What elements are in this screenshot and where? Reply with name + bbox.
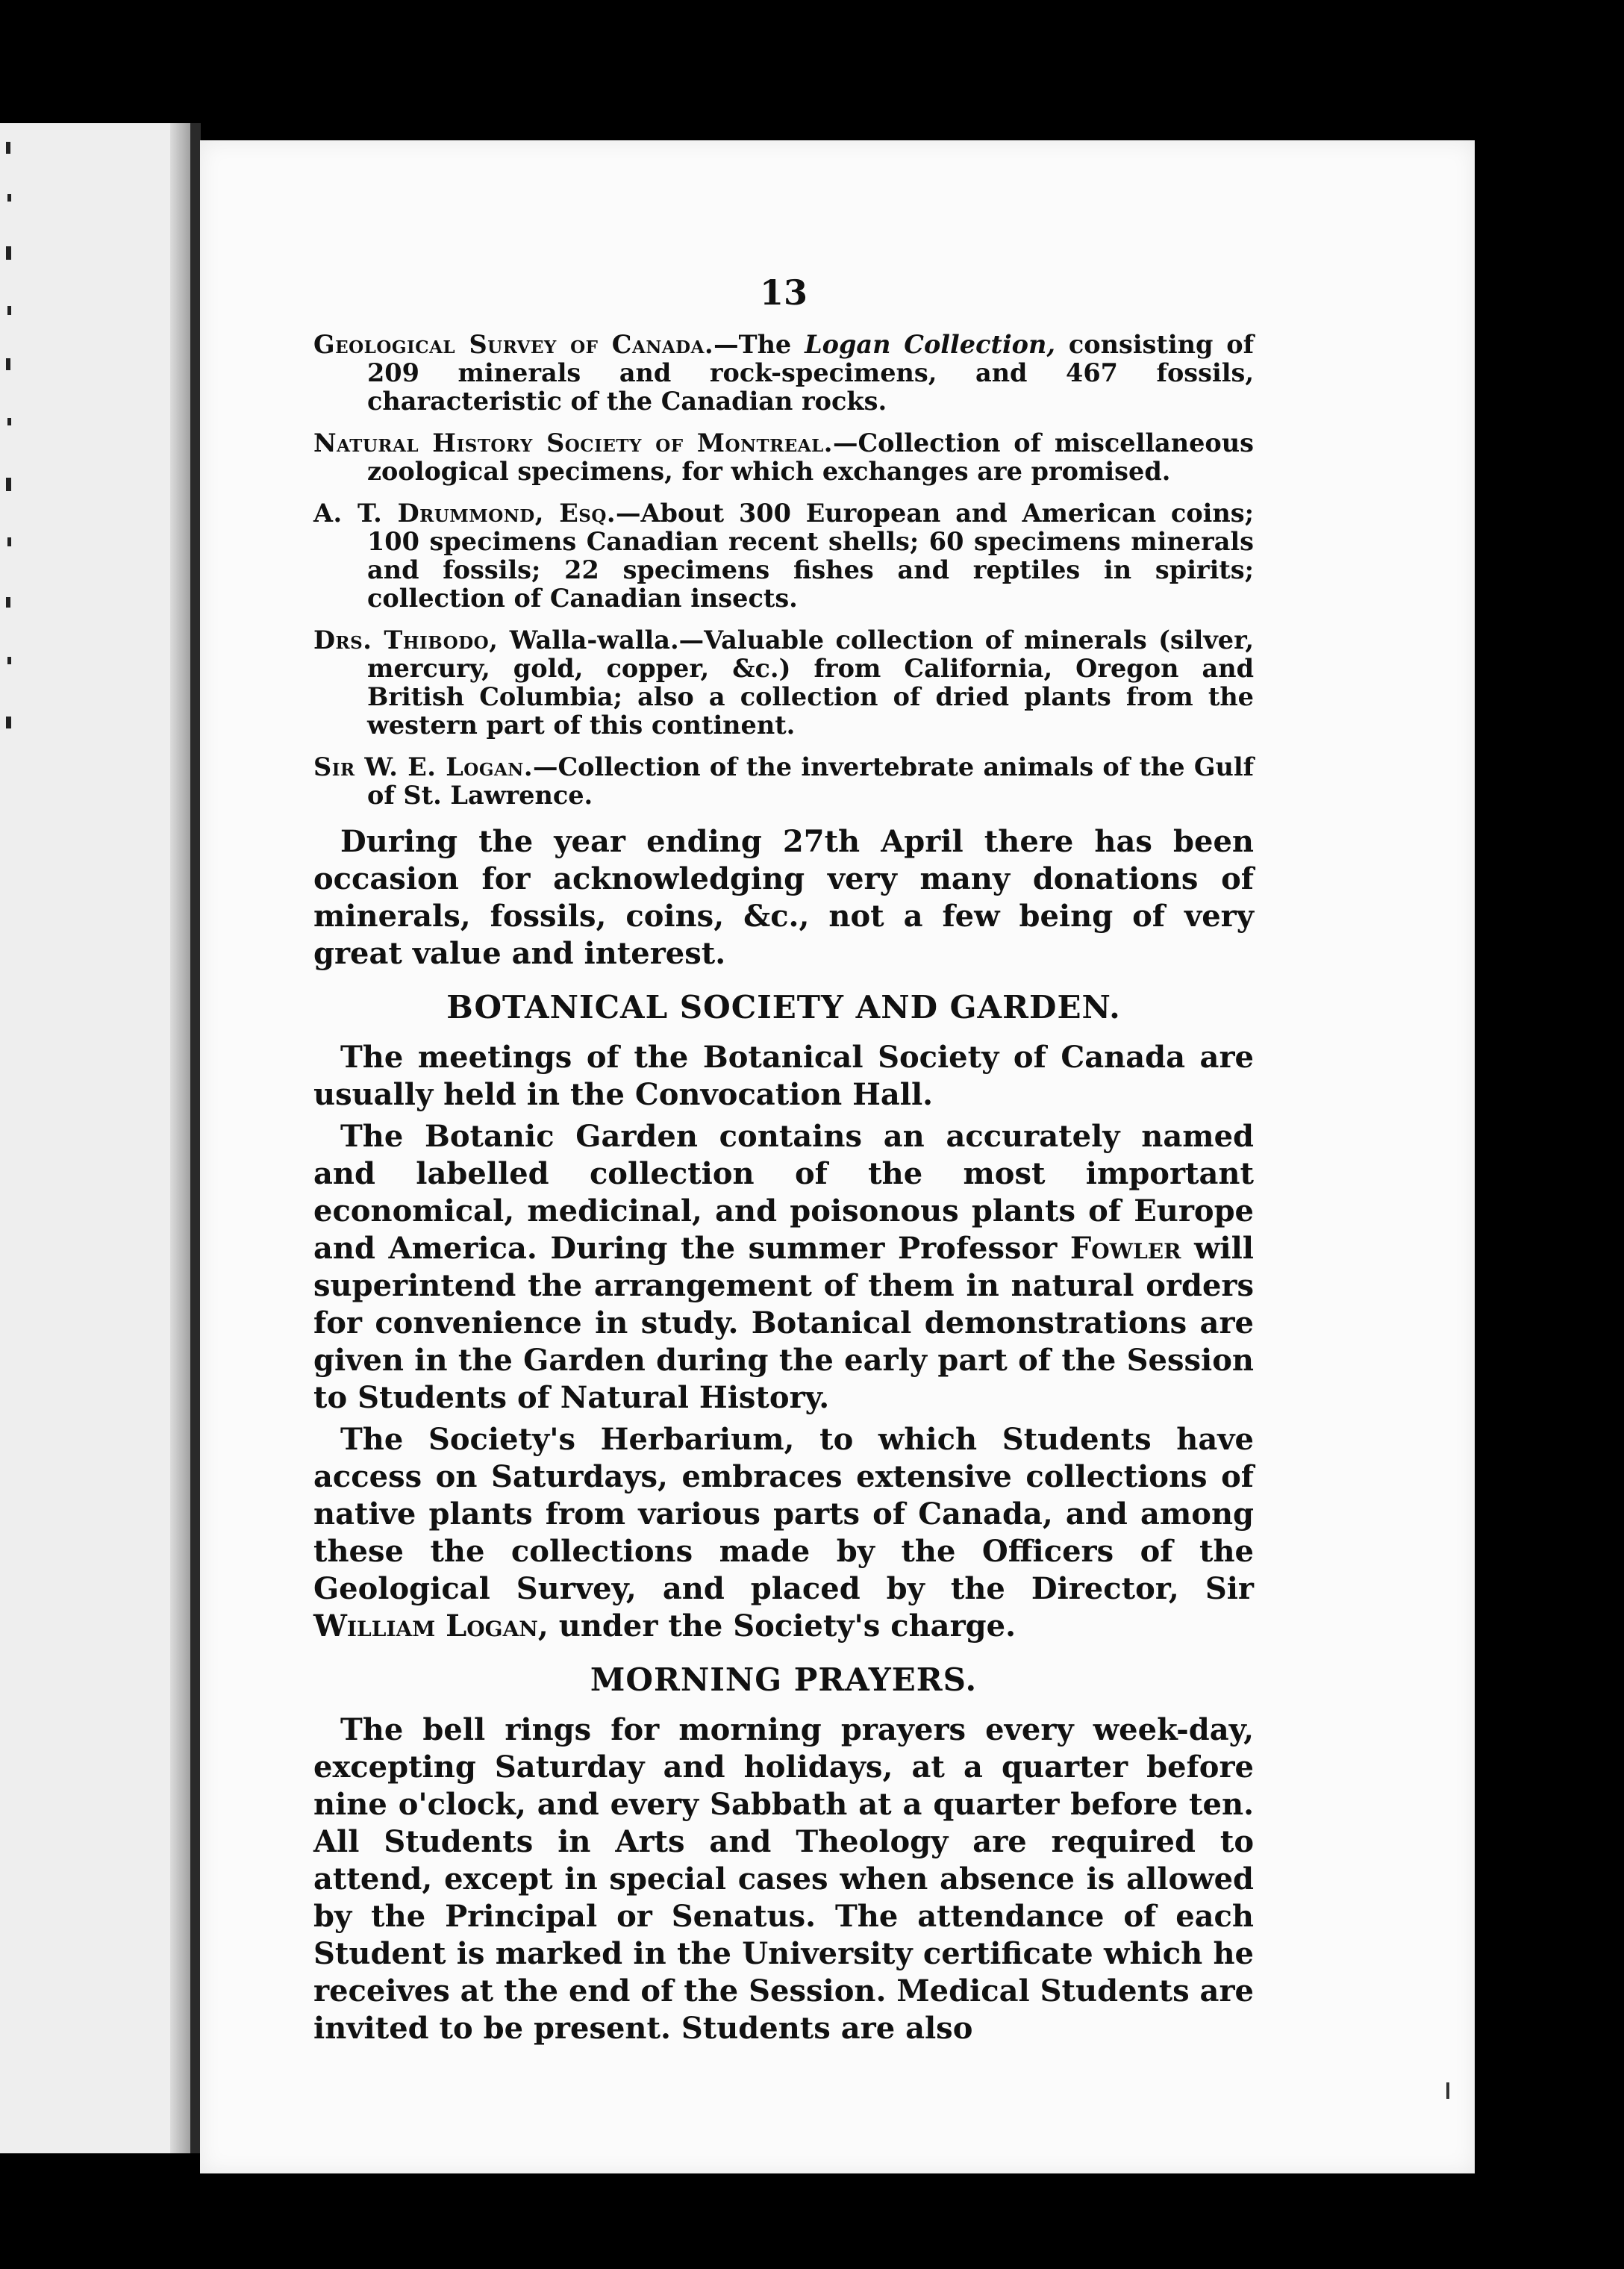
facing-page-ink-marks — [1, 134, 31, 1552]
donor-name: Geological Survey of Canada. — [313, 330, 714, 359]
botanical-paragraph-3 — [313, 1421, 1254, 1645]
prayers-heading: MORNING PRAYERS. — [590, 1661, 978, 1698]
entry-text: —About 300 European and American coins; 100 specimens Canadian recent shells; 60 specimens minerals and fossils; 22 specimens fishes and reptiles in spirits; collection of Canadian insects. — [367, 499, 1254, 613]
paragraph-text: The Society's Herbarium, to which Students have access on Saturdays, embraces extensive collections of native plants from various parts of Canada, and among these the collections made by the Officers of the Geological Survey, and placed by the Director, Sir — [313, 1422, 1254, 1606]
botanical-heading: BOTANICAL SOCIETY AND GARDEN. — [446, 989, 1121, 1026]
donation-entry-geological-survey — [313, 331, 1254, 416]
entry-text: —Collection of miscellaneous zoological specimens, for which exchanges are promised. — [367, 428, 1254, 486]
page-number: 13 — [759, 272, 808, 313]
book-gutter — [190, 123, 201, 2153]
donation-entry-drummond — [313, 499, 1254, 613]
paragraph-text: The Botanic Garden contains an accurately named and labelled collection of the most important economical, medicinal, and poisonous plants of Europe and America. During the summer Professor — [313, 1119, 1254, 1266]
donations-paragraph: During the year ending 27th April there has been occasion for acknowledging very many donations of minerals, fossils, coins, &c., not a few being of very great value and interest. — [313, 824, 1254, 971]
donation-entry-logan — [313, 753, 1254, 810]
donation-entry-thibodo — [313, 626, 1254, 740]
entry-text: Walla-walla.—Valuable collection of minerals (silver, mercury, gold, copper, &c.) from California, Oregon and British Columbia; also a collection of dried plants from the western part of this continent. — [367, 625, 1254, 740]
donor-name: Drs. Thibodo, — [313, 625, 499, 655]
professor-name: Fowler — [1069, 1231, 1181, 1266]
page — [200, 140, 1475, 2173]
paragraph-text: will superintend the arrangement of them in natural orders for convenience in study. Botanical demonstrations are given in the Garden during the early part of the Session to Students of Natural History. — [313, 1231, 1255, 1415]
paragraph-text: , under the Society's charge. — [537, 1608, 1016, 1644]
botanical-paragraph-2 — [313, 1118, 1254, 1417]
director-name: William Logan — [313, 1608, 538, 1644]
donor-name: A. T. Drummond, Esq. — [313, 499, 616, 528]
prayers-paragraph: The bell rings for morning prayers every week-day, excepting Saturday and holidays, at a quarter before nine o'clock, and every Sabbath at a quarter before ten. All Students in Arts and Theology are required to attend, except in special cases when absence is allowed by the Principal or Senatus. The attendance of each Student is marked in the University certificate which he receives at the end of the Session. Medical Students are invited to be present. Students are also — [313, 1712, 1254, 2046]
entry-text: consisting of 209 minerals and rock-specimens, and 467 fossils, characteristic of the Canadian rocks. — [367, 330, 1254, 416]
collection-name: Logan Collection, — [805, 330, 1056, 359]
page-content — [313, 272, 1254, 2052]
donor-name: Sir W. E. Logan. — [313, 752, 533, 781]
page-speck — [1446, 2082, 1449, 2099]
donor-name: Natural History Society of Montreal. — [313, 428, 833, 458]
donation-entry-natural-history-society — [313, 429, 1254, 486]
facing-page-shadow — [170, 123, 193, 2153]
entry-text: —Collection of the invertebrate animals of the Gulf of St. Lawrence. — [367, 752, 1254, 810]
botanical-paragraph-1: The meetings of the Botanical Society of Canada are usually held in the Convocation Hall. — [313, 1040, 1254, 1112]
entry-text: —The — [713, 330, 805, 359]
